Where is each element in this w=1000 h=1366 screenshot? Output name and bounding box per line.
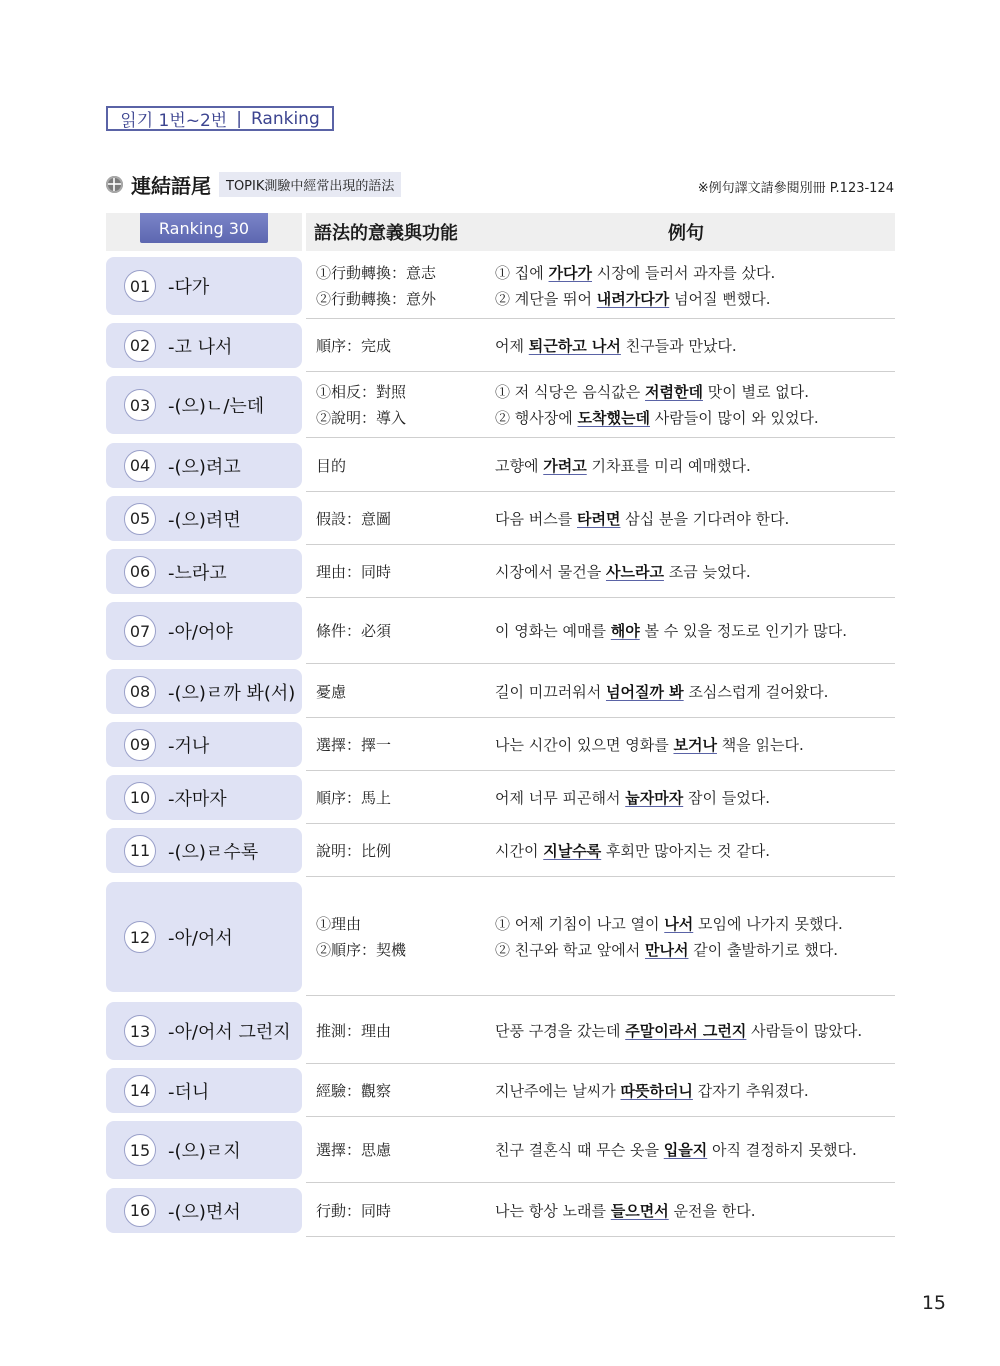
row-divider — [306, 437, 895, 438]
rank-number: 07 — [124, 615, 156, 647]
meaning-text: 經驗：觀察 — [316, 1081, 392, 1100]
section-tag — [106, 106, 334, 131]
highlighted-grammar: 가다가 — [548, 264, 593, 282]
example-cell — [495, 379, 895, 431]
sentence-text: 맛이 별로 없다. — [702, 383, 809, 401]
example-sentence — [495, 618, 895, 644]
meaning-text: 選擇：思慮 — [316, 1141, 392, 1159]
highlighted-grammar: 따뜻하더니 — [620, 1081, 693, 1100]
meaning-text: 憂慮 — [316, 682, 347, 701]
grammar-cell — [106, 882, 302, 992]
meaning-cell — [316, 679, 346, 705]
sentence-text: 어제 너무 피곤해서 — [495, 788, 626, 807]
meaning-cell — [316, 732, 391, 758]
table-row — [106, 602, 895, 660]
meaning-text: 目的 — [316, 456, 347, 475]
sentence-text: 조금 늦었다. — [663, 562, 751, 581]
sentence-text: 같이 출발하기로 했다. — [688, 941, 838, 959]
sentence-text: 친구 결혼식 때 무슨 옷을 — [495, 1141, 664, 1159]
row-divider — [306, 717, 895, 718]
rank-number: 02 — [124, 330, 156, 362]
sentence-text: 기차표를 미리 예매했다. — [586, 456, 751, 475]
rank-number: 14 — [124, 1075, 156, 1107]
example-sentence — [495, 1198, 895, 1224]
example-sentence — [495, 379, 895, 405]
highlighted-grammar: 저렴한데 — [645, 383, 703, 401]
row-divider — [306, 318, 895, 319]
grammar-cell — [106, 722, 302, 767]
table-row — [106, 443, 895, 488]
meaning-text: 說明：比例 — [316, 841, 392, 860]
highlighted-grammar: 보거나 — [673, 735, 717, 754]
row-divider — [306, 1182, 895, 1183]
highlighted-grammar: 주말이라서 그런지 — [625, 1022, 747, 1040]
grammar-cell — [106, 828, 302, 873]
rank-column-header — [106, 213, 302, 251]
example-sentence — [495, 1078, 895, 1104]
example-sentence — [495, 1018, 895, 1044]
example-sentence — [495, 1137, 895, 1163]
sentence-text: 지난주에는 날씨가 — [495, 1081, 621, 1100]
example-sentence — [495, 838, 895, 864]
example-sentence — [495, 453, 895, 479]
sentence-text: ② 친구와 학교 앞에서 — [495, 941, 645, 959]
grammar-pattern: -다가 — [168, 277, 210, 298]
example-sentence — [495, 911, 895, 937]
rank-number: 15 — [124, 1134, 156, 1166]
sentence-text: 시장에서 물건을 — [495, 562, 606, 581]
rank-number: 04 — [124, 450, 156, 482]
sentence-text: 길이 미끄러워서 — [495, 682, 606, 701]
meaning-cell — [316, 911, 406, 963]
sentence-text: 아직 결정하지 못했다. — [707, 1141, 857, 1159]
example-sentence — [495, 506, 895, 532]
example-cell — [495, 618, 895, 644]
table-row — [106, 828, 895, 873]
rank-number: 13 — [124, 1015, 156, 1047]
sentence-text: ② 행사장에 — [495, 409, 578, 427]
sentence-text: 어제 — [495, 336, 529, 355]
example-sentence — [495, 286, 895, 312]
example-sentence — [495, 679, 895, 705]
highlighted-grammar: 가려고 — [543, 456, 587, 475]
grammar-cell — [106, 1068, 302, 1113]
example-cell — [495, 333, 895, 359]
highlighted-grammar: 해야 — [610, 622, 640, 640]
highlighted-grammar: 퇴근하고 나서 — [528, 336, 621, 355]
table-row — [106, 882, 895, 992]
section-tag-ranking: Ranking — [250, 108, 320, 129]
meaning-text: ②順序：契機 — [316, 941, 407, 959]
row-divider — [306, 770, 895, 771]
grammar-cell — [106, 1121, 302, 1179]
example-cell — [495, 1018, 895, 1044]
sentence-text: 시장에 들러서 과자를 샀다. — [592, 264, 776, 282]
globe-icon — [106, 176, 123, 193]
example-sentence — [495, 559, 895, 585]
sentence-text: 후회만 많아지는 것 같다. — [601, 841, 770, 860]
grammar-pattern: -고 나서 — [168, 336, 233, 358]
meaning-text: 條件：必須 — [316, 622, 392, 640]
example-column-header: 例句 — [668, 223, 704, 244]
row-divider — [306, 995, 895, 996]
grammar-pattern: -(으)ㄹ까 봐(서) — [168, 682, 296, 704]
column-header — [306, 213, 895, 251]
meaning-cell — [316, 785, 391, 811]
rank-number: 01 — [124, 270, 156, 302]
meaning-text: 行動：同時 — [316, 1201, 392, 1220]
row-divider — [306, 876, 895, 877]
grammar-pattern: -더니 — [168, 1081, 210, 1103]
grammar-cell — [106, 323, 302, 368]
highlighted-grammar: 도착했는데 — [577, 409, 650, 427]
example-cell — [495, 785, 895, 811]
sentence-text: 고향에 — [495, 456, 544, 475]
grammar-cell — [106, 443, 302, 488]
highlighted-grammar: 사느라고 — [605, 562, 664, 581]
ranking-badge: Ranking 30 — [140, 213, 268, 243]
grammar-pattern: -아/어서 그런지 — [168, 1022, 291, 1043]
rank-number: 09 — [124, 729, 156, 761]
table-row — [106, 669, 895, 714]
table-row — [106, 496, 895, 541]
highlighted-grammar: 지날수록 — [543, 841, 602, 860]
grammar-cell — [106, 775, 302, 820]
sentence-text: 조심스럽게 걸어왔다. — [683, 682, 829, 701]
example-cell — [495, 838, 895, 864]
sentence-text: 사람들이 많았다. — [746, 1022, 863, 1040]
row-divider — [306, 663, 895, 664]
rank-number: 05 — [124, 503, 156, 535]
meaning-cell — [316, 453, 346, 479]
sentence-text: 넘어질 뻔했다. — [669, 290, 771, 308]
meaning-cell — [316, 1018, 391, 1044]
table-row — [106, 1188, 895, 1233]
meaning-cell — [316, 618, 391, 644]
meaning-cell — [316, 260, 436, 312]
example-sentence — [495, 937, 895, 963]
sentence-text: 삼십 분을 기다려야 한다. — [620, 509, 790, 528]
meaning-text: 推測：理由 — [316, 1022, 392, 1040]
meaning-cell — [316, 379, 406, 431]
rank-number: 10 — [124, 782, 156, 814]
grammar-cell — [106, 669, 302, 714]
grammar-cell — [106, 496, 302, 541]
table-row — [106, 549, 895, 594]
sentence-text: ② 계단을 뛰어 — [495, 290, 597, 308]
sentence-text: ① 저 식당은 음식값은 — [495, 383, 645, 401]
grammar-cell — [106, 549, 302, 594]
example-cell — [495, 1137, 895, 1163]
rank-number: 12 — [124, 921, 156, 953]
grammar-pattern: -(으)ㄹ수록 — [168, 841, 259, 863]
section-tag-label: 읽기 1번~2번 — [120, 111, 228, 131]
grammar-pattern: -(으)려면 — [168, 509, 241, 531]
sentence-text: 잠이 들었다. — [683, 788, 770, 807]
rank-number: 11 — [124, 835, 156, 867]
sentence-text: 친구들과 만났다. — [620, 336, 737, 355]
example-cell — [495, 506, 895, 532]
highlighted-grammar: 들으면서 — [610, 1201, 669, 1220]
table-row — [106, 722, 895, 767]
table-row — [106, 1068, 895, 1113]
meaning-column-header: 語法的意義與功能 — [314, 223, 458, 244]
row-divider — [306, 1063, 895, 1064]
highlighted-grammar: 넘어질까 봐 — [605, 682, 684, 701]
sentence-text: 시간이 — [495, 841, 544, 860]
example-cell — [495, 559, 895, 585]
row-divider — [306, 597, 895, 598]
row-divider — [306, 491, 895, 492]
section-title — [106, 170, 401, 199]
sentence-text: ① 어제 기침이 나고 열이 — [495, 915, 665, 933]
example-cell — [495, 1078, 895, 1104]
rank-number: 06 — [124, 556, 156, 588]
example-cell — [495, 679, 895, 705]
rank-number: 03 — [124, 389, 156, 421]
row-divider — [306, 823, 895, 824]
highlighted-grammar: 눕자마자 — [625, 788, 684, 807]
sentence-text: 다음 버스를 — [495, 509, 577, 528]
example-cell — [495, 732, 895, 758]
grammar-pattern: -(으)려고 — [168, 456, 241, 478]
meaning-cell — [316, 506, 391, 532]
example-sentence — [495, 785, 895, 811]
grammar-cell — [106, 1188, 302, 1233]
grammar-pattern: -거나 — [168, 735, 210, 757]
table-row — [106, 257, 895, 315]
grammar-pattern: -(으)ㄹ지 — [168, 1141, 241, 1162]
sentence-text: 갑자기 추워졌다. — [692, 1081, 809, 1100]
sentence-text: 운전을 한다. — [668, 1201, 756, 1220]
table-row — [106, 1121, 895, 1179]
row-divider — [306, 371, 895, 372]
meaning-cell — [316, 1137, 391, 1163]
table-row — [106, 775, 895, 820]
rank-number: 16 — [124, 1195, 156, 1227]
grammar-pattern: -아/어야 — [168, 622, 233, 643]
example-sentence — [495, 333, 895, 359]
grammar-pattern: -(으)ㄴ/는데 — [168, 396, 265, 417]
rank-number: 08 — [124, 676, 156, 708]
meaning-text: 選擇：擇一 — [316, 735, 392, 754]
grammar-cell — [106, 257, 302, 315]
meaning-cell — [316, 838, 391, 864]
highlighted-grammar: 나서 — [664, 915, 694, 933]
meaning-text: ①行動轉換：意志 — [316, 264, 437, 282]
section-tag-separator: | — [236, 108, 242, 129]
meaning-text: 順序：完成 — [316, 336, 392, 355]
sentence-text: 이 영화는 예매를 — [495, 622, 611, 640]
example-cell — [495, 453, 895, 479]
meaning-cell — [316, 333, 391, 359]
section-subtitle: TOPIK測驗中經常出現的語法 — [219, 172, 401, 197]
sentence-text: 사람들이 많이 와 있었다. — [649, 409, 819, 427]
row-divider — [306, 1116, 895, 1117]
row-divider — [306, 544, 895, 545]
meaning-cell — [316, 559, 391, 585]
example-cell — [495, 1198, 895, 1224]
meaning-text: ②說明：導入 — [316, 409, 407, 427]
sentence-text: 단풍 구경을 갔는데 — [495, 1022, 626, 1040]
highlighted-grammar: 내려가다가 — [596, 290, 670, 308]
meaning-text: ①理由 — [316, 915, 362, 933]
meaning-text: ①相反：對照 — [316, 383, 407, 401]
page-number: 15 — [921, 1292, 946, 1314]
example-cell — [495, 260, 895, 312]
table-row — [106, 323, 895, 368]
section-title-text: 連結語尾 — [131, 174, 211, 198]
example-sentence — [495, 260, 895, 286]
highlighted-grammar: 만나서 — [645, 941, 689, 959]
meaning-cell — [316, 1198, 391, 1224]
sentence-text: 나는 항상 노래를 — [495, 1201, 611, 1220]
sentence-text: 볼 수 있을 정도로 인기가 많다. — [639, 622, 847, 640]
meaning-text: ②行動轉換：意外 — [316, 290, 437, 308]
example-cell — [495, 911, 895, 963]
highlighted-grammar: 타려면 — [577, 509, 621, 528]
sentence-text: 나는 시간이 있으면 영화를 — [495, 735, 674, 754]
sentence-text: ① 집에 — [495, 264, 549, 282]
grammar-cell — [106, 1002, 302, 1060]
grammar-cell — [106, 602, 302, 660]
grammar-cell — [106, 376, 302, 434]
meaning-cell — [316, 1078, 391, 1104]
meaning-text: 假設：意圖 — [316, 509, 392, 528]
grammar-pattern: -자마자 — [168, 788, 227, 810]
example-sentence — [495, 405, 895, 431]
grammar-pattern: -느라고 — [168, 562, 227, 584]
grammar-pattern: -아/어서 — [168, 928, 233, 949]
meaning-text: 順序：馬上 — [316, 788, 392, 807]
table-row — [106, 1002, 895, 1060]
sentence-text: 모임에 나가지 못했다. — [693, 915, 843, 933]
sentence-text: 책을 읽는다. — [716, 735, 804, 754]
meaning-text: 理由：同時 — [316, 562, 392, 581]
table-row — [106, 376, 895, 434]
grammar-pattern: -(으)면서 — [168, 1201, 241, 1223]
example-sentence — [495, 732, 895, 758]
reference-note: ※例句譯文請參閱別冊 P.123-124 — [697, 181, 894, 196]
highlighted-grammar: 입을지 — [663, 1141, 708, 1159]
row-divider — [306, 1236, 895, 1237]
